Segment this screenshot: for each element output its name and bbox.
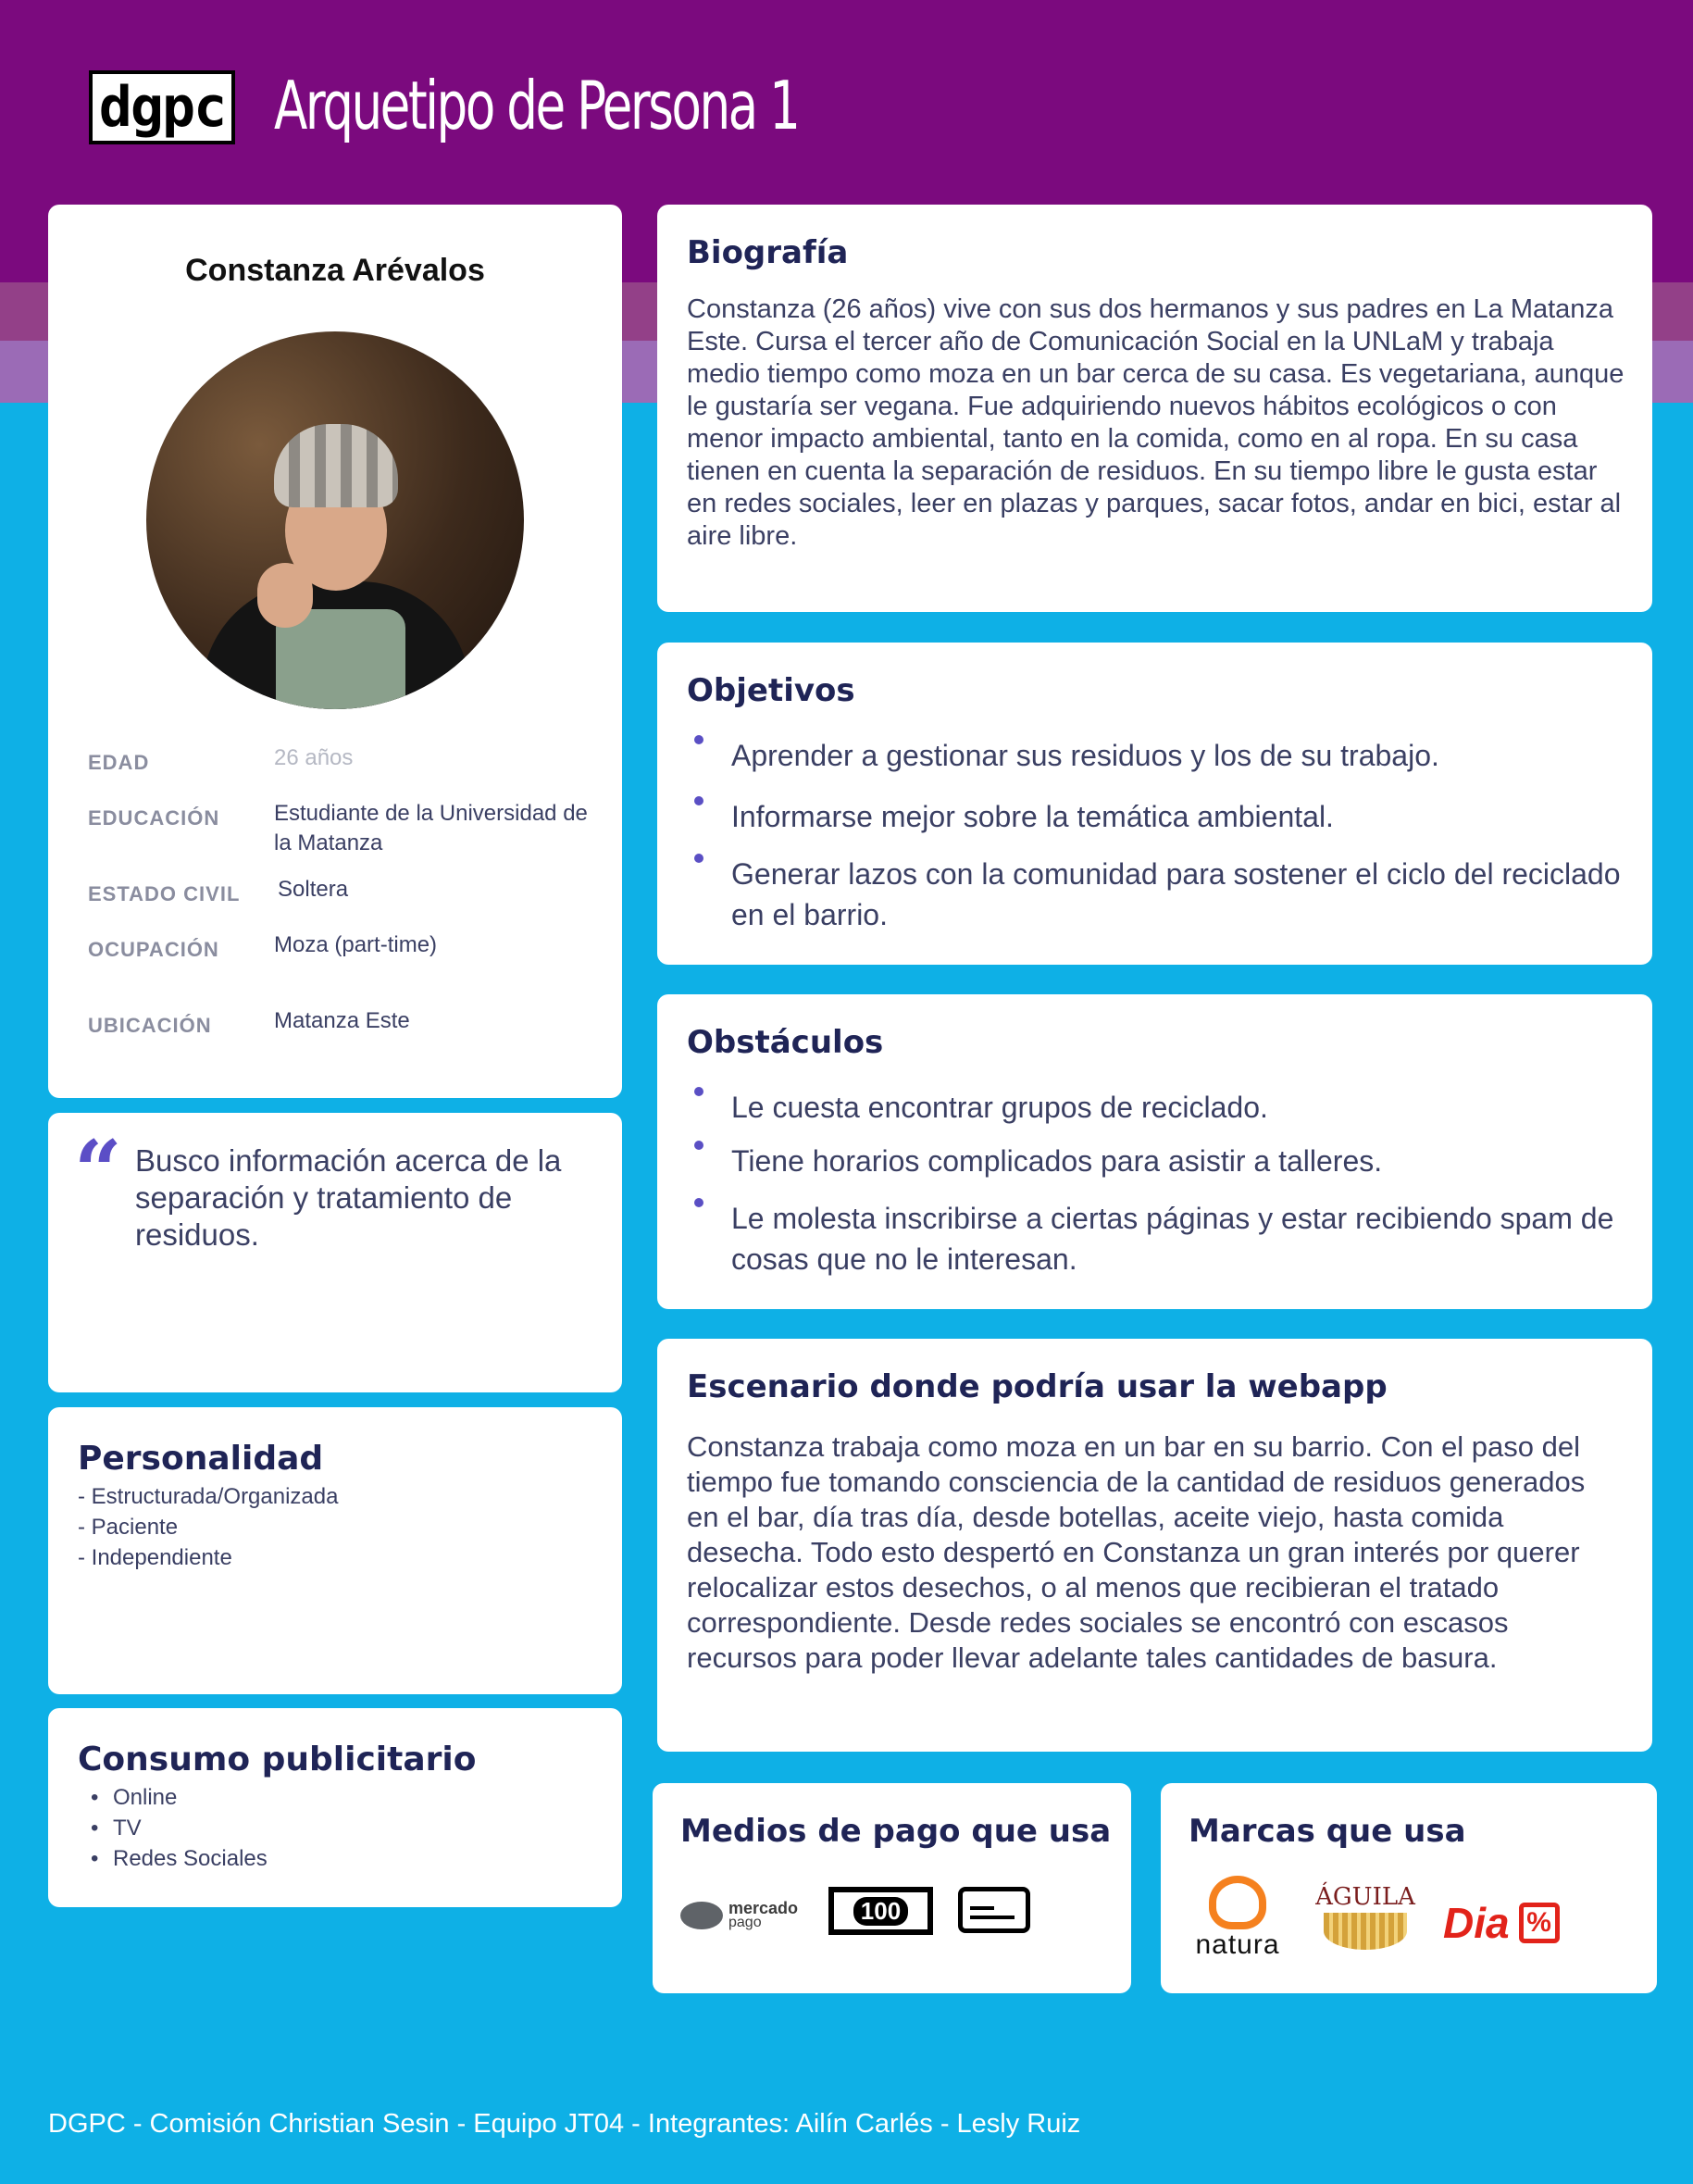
profile-card	[48, 205, 622, 1098]
info-value-educacion: Estudiante de la Universidad de la Matanza	[274, 801, 588, 855]
avatar-beanie	[274, 424, 398, 507]
payment-methods-card	[653, 1783, 1131, 1993]
cash-bill-icon	[828, 1887, 933, 1935]
obstaculos-list	[687, 1087, 1622, 1279]
dgpc-logo	[89, 70, 235, 144]
brands-card	[1161, 1783, 1657, 1993]
quote-text: Busco información acerca de la separación y tratamiento de residuos.	[135, 1143, 562, 1252]
consumo-title: Consumo publicitario	[78, 1741, 477, 1778]
mercadopago-sub: pago	[728, 1915, 762, 1930]
avatar-hand	[257, 563, 313, 628]
info-value-ocupacion: Moza (part-time)	[274, 932, 438, 957]
list-item: • TV	[113, 1813, 268, 1843]
bio-card	[657, 205, 1652, 612]
escenario-title: Escenario donde podría usar la webapp	[687, 1368, 1388, 1405]
consumo-card	[48, 1708, 622, 1907]
info-label-ubicacion: UBICACIÓN	[88, 1014, 212, 1037]
list-item: - Independiente	[78, 1545, 232, 1570]
personality-list	[78, 1481, 338, 1573]
objetivos-title: Objetivos	[687, 672, 855, 709]
info-label-estado-civil: ESTADO CIVIL	[88, 882, 241, 905]
escenario-card	[657, 1339, 1652, 1752]
bio-title: Biografía	[687, 234, 849, 271]
list-item: Informarse mejor sobre la temática ambiental.	[687, 796, 1622, 837]
consumo-list	[113, 1782, 268, 1874]
eagle-icon	[1324, 1913, 1407, 1950]
brands-title: Marcas que usa	[1189, 1813, 1466, 1850]
objetivos-card	[657, 643, 1652, 965]
mercadopago-icon	[680, 1892, 801, 1939]
quote-card	[48, 1113, 622, 1392]
credit-card-icon	[958, 1887, 1030, 1933]
escenario-text: Constanza trabaja como moza en un bar en su barrio. Con el paso del tiempo fue tomando consciencia de la cantidad de residuos generados en el bar, día tras día, desde botellas, aceite viejo, hasta comida desecha. Todo esto despertó en Constanza un gran interés por querer relocalizar estos desechos, o al menos que recibieran el tratado correspondiente. Desde redes sociales se encontró con escasos recursos para poder llevar adelante tales cantidades de basura.	[687, 1430, 1586, 1674]
objetivos-list	[687, 735, 1622, 935]
payment-methods-title: Medios de pago que usa	[680, 1813, 1112, 1850]
list-item: Aprender a gestionar sus residuos y los de su trabajo.	[687, 735, 1622, 776]
info-value-edad: 26 años	[274, 745, 354, 770]
logo-text: dgpc	[98, 75, 226, 140]
list-item: • Redes Sociales	[113, 1843, 268, 1874]
obstaculos-title: Obstáculos	[687, 1024, 884, 1061]
dia-logo	[1443, 1898, 1560, 1948]
list-item: - Estructurada/Organizada	[78, 1484, 339, 1509]
personality-title: Personalidad	[78, 1440, 324, 1478]
list-item: Le cuesta encontrar grupos de reciclado.	[687, 1087, 1622, 1128]
list-item: Generar lazos con la comunidad para sostener el ciclo del reciclado en el barrio.	[687, 854, 1622, 935]
natura-wordmark: natura	[1195, 1929, 1280, 1960]
handshake-icon	[680, 1902, 723, 1929]
list-item: • Online	[113, 1782, 268, 1813]
aguila-logo	[1314, 1883, 1416, 1963]
mercadopago-label	[728, 1901, 798, 1930]
avatar	[146, 331, 524, 709]
list-item: - Paciente	[78, 1515, 179, 1540]
quote-icon: “	[74, 1122, 122, 1220]
footer-credits: DGPC - Comisión Christian Sesin - Equipo JT04 - Integrantes: Ailín Carlés - Lesly Ruiz	[48, 2109, 1081, 2139]
list-item: Tiene horarios complicados para asistir a talleres.	[687, 1141, 1622, 1181]
personality-card	[48, 1407, 622, 1694]
persona-name: Constanza Arévalos	[185, 253, 485, 288]
bio-text: Constanza (26 años) vive con sus dos hermanos y sus padres en La Matanza Este. Cursa el tercer año de Comunicación Social en la UNLaM y trabaja medio tiempo como moza en un bar cerca de su casa. Es vegetariana, aunque le gustaría ser vegana. Fue adquiriendo nuevos hábitos ecológicos o con menor impacto ambiental, tanto en la comida, como en al ropa. En su casa tienen en cuenta la separación de residuos. En su tiempo libre le gusta estar en redes sociales, leer en plazas y parques, sacar fotos, andar en bici, estar al aire libre.	[687, 294, 1625, 551]
natura-logo	[1187, 1876, 1288, 1968]
info-label-educacion: EDUCACIÓN	[88, 806, 220, 830]
dia-percent-icon: %	[1519, 1903, 1560, 1943]
page-title: Arquetipo de Persona 1	[274, 67, 799, 144]
aguila-wordmark: ÁGUILA	[1315, 1883, 1415, 1911]
mercadopago-name: mercado	[728, 1899, 799, 1917]
info-label-ocupacion: OCUPACIÓN	[88, 938, 219, 961]
info-value-ubicacion: Matanza Este	[274, 1008, 410, 1033]
info-label-edad: EDAD	[88, 751, 150, 774]
bill-value: 100	[853, 1897, 908, 1926]
natura-flower-icon	[1209, 1876, 1266, 1929]
dia-wordmark: Dia	[1443, 1899, 1510, 1947]
info-value-estado-civil: Soltera	[278, 877, 349, 902]
list-item: Le molesta inscribirse a ciertas páginas y estar recibiendo spam de cosas que no le interesan.	[687, 1198, 1622, 1279]
obstaculos-card	[657, 994, 1652, 1309]
